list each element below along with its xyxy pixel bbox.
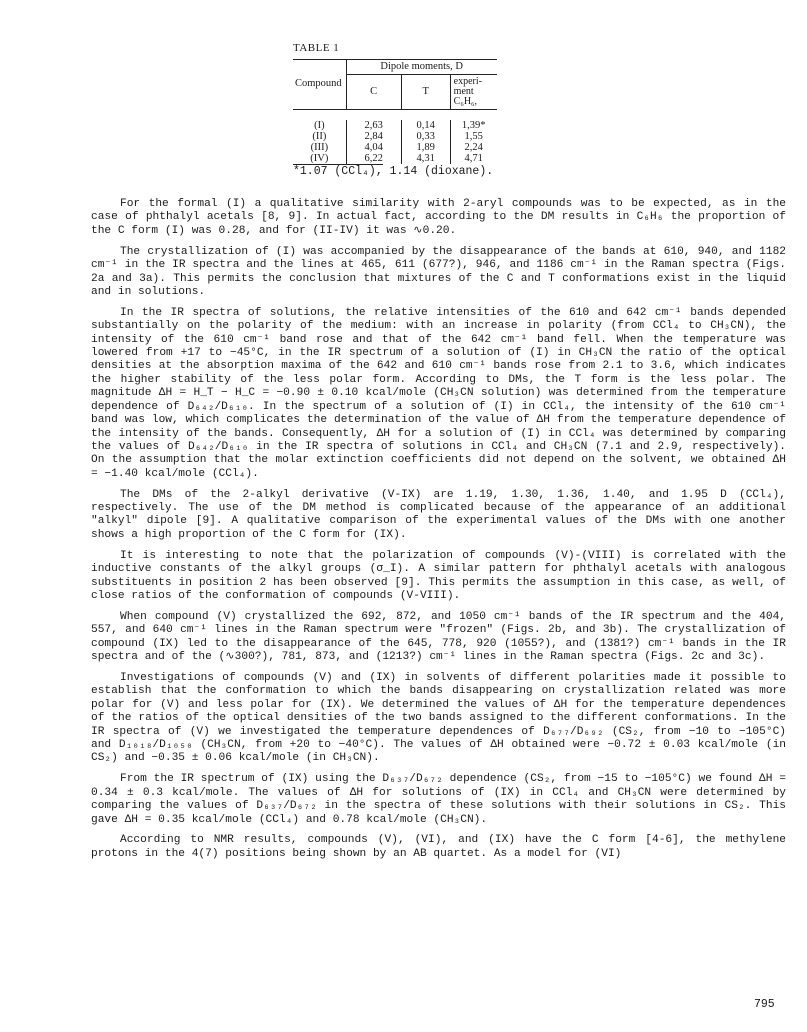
paragraph: For the formal (I) a qualitative similarity with 2-aryl compounds was to be expected, as in the case of phthalyl acetals [8, 9]. In actual fact, according to the DM results in C₆H₆ the proportion of the C form (I) was 0.28, and for (II-IV) it was ∿0.20. — [91, 198, 786, 237]
dipole-group-header: Dipole moments, D — [346, 59, 497, 74]
c-value-cell: 6,22 — [346, 153, 401, 164]
c-value-cell: 2,63 — [346, 120, 401, 131]
paragraph: From the IR spectrum of (IX) using the D₆₃₇/D₆₇₂ dependence (CS₂, from −15 to −105°C) we found ΔH = 0.34 ± 0.3 kcal/mole. The values of ΔH for solutions of (IX) in CCl₄ and CH₃CN were determined by comparing the values of D₆₃₇/D₆₇₂ in the spectra of these solutions with their solutions in CS₂. This gave ΔH = 0.35 kcal/mole (CCl₄) and 0.78 kcal/mole (CH₃CN). — [91, 773, 786, 826]
compound-cell: (I) — [314, 119, 325, 131]
t-value-cell: 0,14 — [401, 120, 450, 131]
table-row — [293, 153, 497, 164]
table-footnote — [293, 165, 497, 178]
compound-header: Compound — [293, 59, 346, 109]
paragraph: It is interesting to note that the polarization of compounds (V)-(VIII) is correlated with the inductive constants of the alkyl groups (σ_I). A similar pattern for phthalyl acetals with analogous substituents in position 2 has been observed [9]. This permits the assumption in this case, as well, of close ratios of the conformation of compounds (V-VIII). — [91, 549, 786, 602]
experiment-value-cell: 2,24 — [450, 142, 497, 153]
footnote-rest: 1.14 (dioxane). — [382, 164, 494, 178]
paragraph: In the IR spectra of solutions, the relative intensities of the 610 and 642 cm⁻¹ bands depended substantially on the polarity of the medium: with an increase in polarity (from CCl₄ to CH₃CN), the intensity of the 610 cm⁻¹ band rose and that of the 642 cm⁻¹ band fell. When the temperature was lowered from +17 to −45°C, in the IR spectrum of a solution of (I) in CH₃CN the ratio of the optical densities at the absorption maxima of the 642 and 610 cm⁻¹ bands rose from 2.1 to 3.6, which indicates the higher stability of the less polar form. According to DMs, the T form is the less polar. The magnitude ΔH = H_T − H_C = −0.90 ± 0.10 kcal/mole (CH₃CN solution) was determined from the temperature dependence of D₆₄₂/D₆₁₀. In the spectrum of a solution of (I) in CCl₄, the intensity of the 610 cm⁻¹ band was low, which complicates the determination of the value of ΔH from the temperature dependence of the intensity of the bands. Consequently, ΔH for a solution of (I) in CCl₄ was determined by comparing the values of D₆₄₂/D₆₁₀ in the IR spectra of solutions in CCl₄ and CH₃CN (7.1 and 2.9, respectively). On the assumption that the molar extinction coefficients did not depend on the solvent, we obtained ΔH = −1.40 kcal/mole (CCl₄). — [91, 306, 786, 480]
table-row — [293, 120, 497, 131]
table-row — [293, 131, 497, 142]
table-row — [293, 142, 497, 153]
paragraph: When compound (V) crystallized the 692, 872, and 1050 cm⁻¹ bands of the IR spectrum and the 404, 557, and 640 cm⁻¹ lines in the Raman spectrum were "frozen" (Figs. 2b, and 3b). The crystallization of compound (IX) led to the disappearance of the 645, 778, 920 (1055?), and (1381?) cm⁻¹ bands in the IR spectra and of the (∿300?), 781, 873, and (1213?) cm⁻¹ lines in the Raman spectra (Figs. 2c and 3c). — [91, 610, 786, 664]
paragraph: Investigations of compounds (V) and (IX) in solvents of different polarities made it possible to establish that the conformation to which the bands disappearing on crystallization related was more polar for (V) and less polar for (IX). We determined the values of ΔH for the temperature dependences of the ratios of the optical densities of the two bands assigned to the different conformations. In the IR spectra of (V) we investigated the temperature dependences of D₆₇₇/D₆₉₂ (CS₂, from −10 to −105°C) and D₁₀₁₈/D₁₀₅₀ (CH₃CN, from +20 to −40°C). The values of ΔH obtained were −0.72 ± 0.03 kcal/mole (in CS₂) and −0.35 ± 0.06 kcal/mole (in CH₃CN). — [91, 672, 786, 765]
column-header-c: C — [346, 74, 401, 109]
t-value-cell: 4,31 — [401, 153, 450, 164]
compound-cell: (II) — [312, 130, 327, 142]
c-value-cell: 4,04 — [346, 142, 401, 153]
table-body — [293, 120, 497, 164]
body-text — [91, 198, 786, 869]
compound-cell: (IV) — [310, 152, 329, 164]
c-value-cell: 2,84 — [346, 131, 401, 142]
page-number: 795 — [754, 998, 775, 1011]
dipole-moments-table — [293, 59, 497, 164]
t-value-cell: 0,33 — [401, 131, 450, 142]
footnote-overlined: *1.07 (CCl₄), — [293, 164, 383, 178]
experiment-value-cell: 1,39* — [450, 120, 497, 131]
dipole-table-block — [293, 42, 497, 178]
paragraph: The crystallization of (I) was accompanied by the disappearance of the bands at 610, 940, and 1182 cm⁻¹ in the IR spectra and the lines at 465, 611 (677?), 946, and 1186 cm⁻¹ in the Raman spectra (Figs. 2a and 3a). This permits the conclusion that mixtures of the C and T conformations exist in the liquid and in solutions. — [91, 245, 786, 298]
column-header-experiment: experi-ment C₆H₆, — [450, 74, 497, 109]
experiment-value-cell: 1,55 — [450, 131, 497, 142]
experiment-value-cell: 4,71 — [450, 153, 497, 164]
paragraph: According to NMR results, compounds (V), (VI), and (IX) have the C form [4-6], the methylene protons in the 4(7) positions being shown by an AB quartet. As a model for (VI) — [91, 834, 786, 860]
column-header-t: T — [401, 74, 450, 109]
paragraph: The DMs of the 2-alkyl derivative (V-IX) are 1.19, 1.30, 1.36, 1.40, and 1.95 D (CCl₄), respectively. The use of the DM method is complicated because of the appearance of an additional "alkyl" dipole [9]. A qualitative comparison of the experimental values of the DMs with one another shows a high proportion of the C form for (IX). — [91, 488, 786, 541]
compound-cell: (III) — [310, 141, 329, 153]
t-value-cell: 1,89 — [401, 142, 450, 153]
table-title: TABLE 1 — [293, 42, 340, 54]
